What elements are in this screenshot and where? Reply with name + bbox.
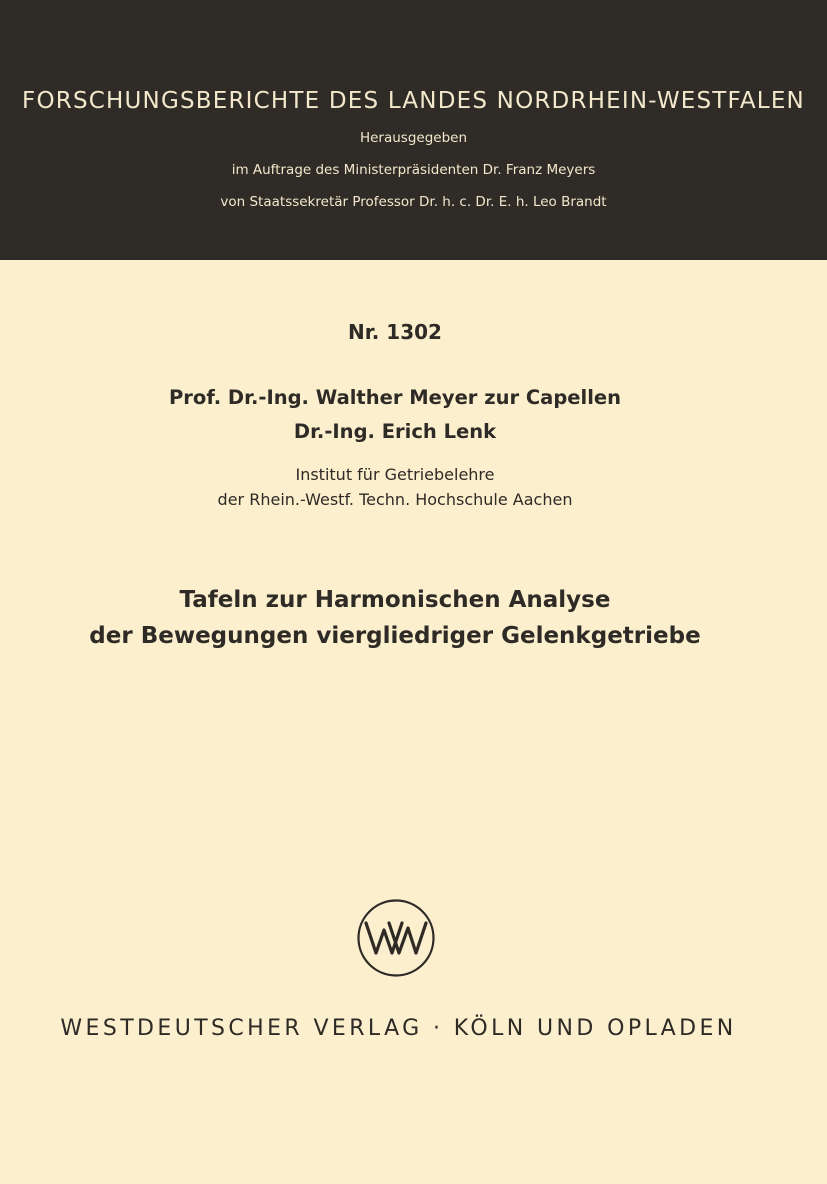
publisher-line: WESTDEUTSCHER VERLAG · KÖLN UND OPLADEN [60, 1016, 737, 1041]
institute-line-2: der Rhein.-Westf. Techn. Hochschule Aachen [217, 490, 573, 509]
author-2: Dr.-Ing. Erich Lenk [293, 420, 497, 443]
editor-line-1: Herausgegeben [359, 130, 468, 146]
series-title: FORSCHUNGSBERICHTE DES LANDES NORDRHEIN-WESTFALEN [22, 88, 805, 114]
ww-publisher-logo-icon [356, 898, 436, 978]
editor-line-2: im Auftrage des Ministerpräsidenten Dr. Franz Meyers [231, 162, 596, 178]
book-title-line-1: Tafeln zur Harmonischen Analyse [179, 587, 611, 613]
author-1: Prof. Dr.-Ing. Walther Meyer zur Capellen [169, 386, 621, 409]
book-title-line-2: der Bewegungen viergliedriger Gelenkgetriebe [89, 623, 701, 649]
header-band [0, 0, 827, 260]
institute-line-1: Institut für Getriebelehre [295, 465, 495, 484]
editor-line-3: von Staatssekretär Professor Dr. h. c. Dr. E. h. Leo Brandt [220, 194, 607, 210]
report-number: Nr. 1302 [348, 320, 442, 344]
